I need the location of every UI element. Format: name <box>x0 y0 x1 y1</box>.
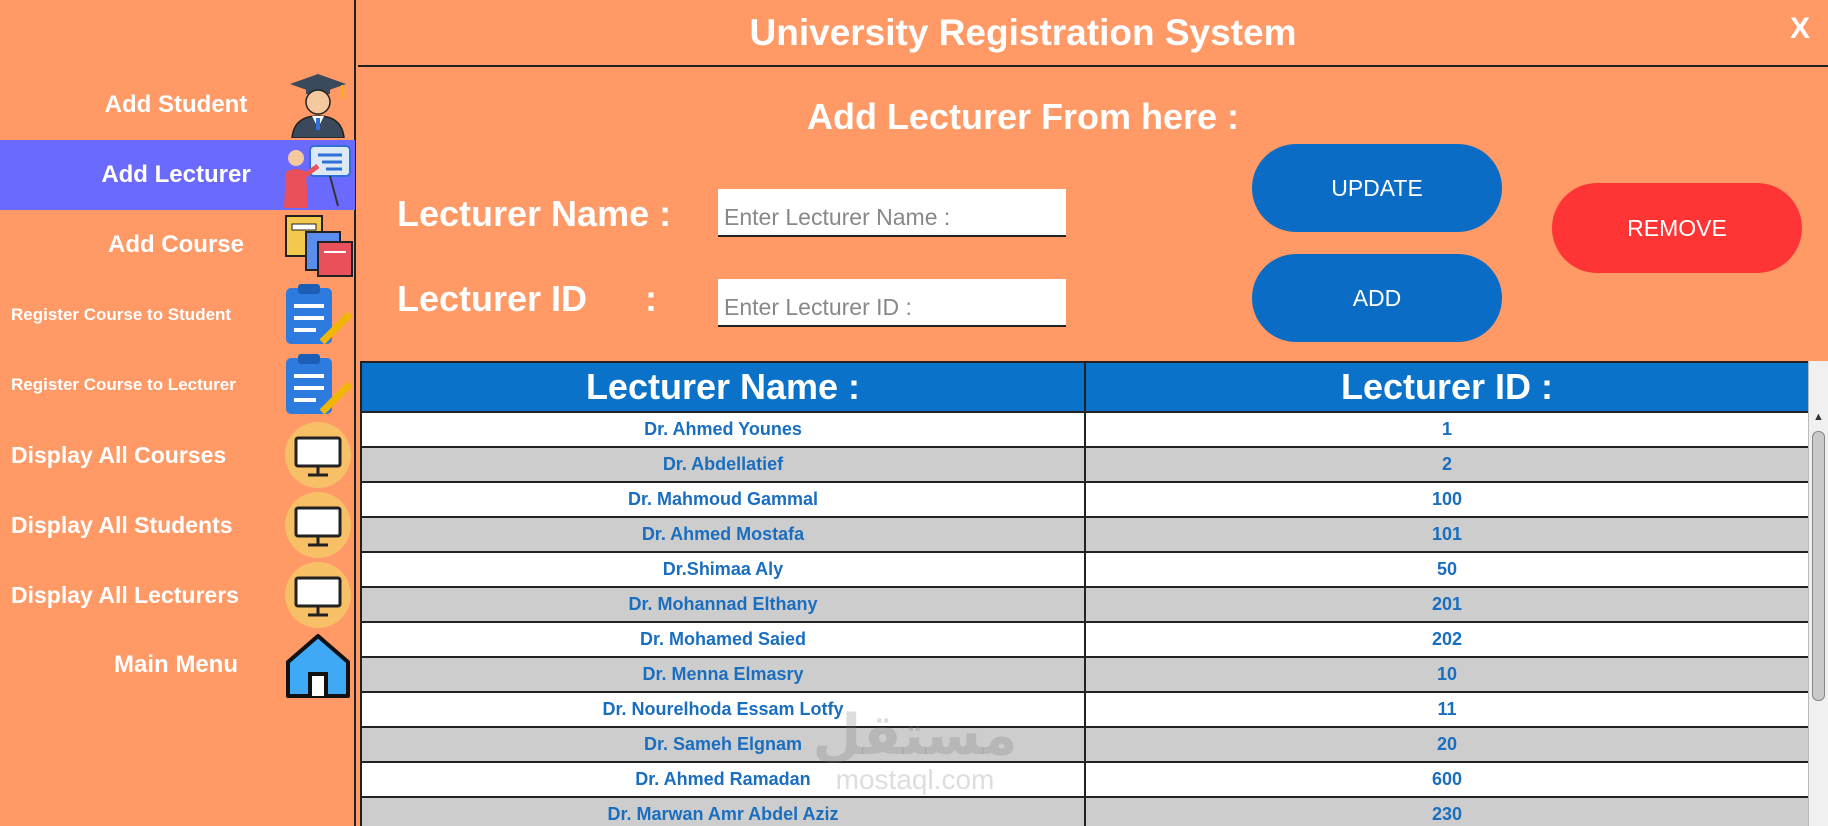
lecturer-id-cell[interactable]: 230 <box>1085 797 1808 826</box>
sidebar-item-label: Display All Students <box>11 511 233 538</box>
sidebar-item-add-student[interactable] <box>0 70 355 140</box>
sidebar-item-label: Add Student <box>104 91 248 118</box>
sidebar-item-register-course-lecturer[interactable] <box>0 350 355 420</box>
table-row[interactable] <box>361 692 1808 727</box>
lecturer-name-cell[interactable]: Dr. Abdellatief <box>361 447 1085 482</box>
sidebar <box>0 0 356 826</box>
watermark-arabic: مستقل <box>812 703 1018 766</box>
sidebar-item-display-lecturers[interactable] <box>0 560 355 630</box>
scroll-up-arrow-icon[interactable]: ▲ <box>1813 411 1824 423</box>
lecturer-id-label: Lecturer ID <box>397 278 588 319</box>
lecturer-id-input[interactable] <box>718 279 1066 327</box>
watermark-latin: mostaql.com <box>835 764 995 795</box>
lecturer-name-cell[interactable]: Dr. Nourelhoda Essam Lotfy <box>361 692 1085 727</box>
lecturer-name-cell[interactable]: Dr. Mohannad Elthany <box>361 587 1085 622</box>
update-button[interactable]: UPDATE <box>1252 144 1502 232</box>
table-scrollbar[interactable] <box>1808 361 1828 826</box>
lecturer-name-cell[interactable]: Dr. Ahmed Mostafa <box>361 517 1085 552</box>
sidebar-item-register-course-student[interactable] <box>0 280 355 350</box>
sidebar-item-label: Register Course to Student <box>11 305 232 324</box>
monitor-icon <box>282 492 354 558</box>
clipboard-pencil-icon <box>282 352 354 418</box>
sidebar-item-label: Register Course to Lecturer <box>11 375 236 394</box>
lecturer-name-cell[interactable]: Dr. Marwan Amr Abdel Aziz <box>361 797 1085 826</box>
sidebar-item-display-students[interactable] <box>0 490 355 560</box>
table-row[interactable] <box>361 797 1808 826</box>
table-header-row <box>361 362 1808 412</box>
table-row[interactable] <box>361 517 1808 552</box>
lecturer-presentation-icon <box>282 142 354 208</box>
sidebar-item-add-lecturer[interactable] <box>0 140 355 210</box>
app-title: University Registration System <box>749 12 1297 53</box>
table-row[interactable] <box>361 762 1808 797</box>
table-row[interactable] <box>361 552 1808 587</box>
lecturer-name-cell[interactable]: Dr. Ahmed Younes <box>361 412 1085 447</box>
remove-button[interactable]: REMOVE <box>1552 183 1802 273</box>
monitor-icon <box>282 562 354 628</box>
lecturer-id-cell[interactable]: 10 <box>1085 657 1808 692</box>
monitor-icon <box>282 422 354 488</box>
lecturer-id-cell[interactable]: 1 <box>1085 412 1808 447</box>
graduate-student-icon <box>282 72 354 138</box>
lecturers-table <box>360 361 1808 826</box>
lecturer-name-label: Lecturer Name : <box>397 193 672 234</box>
lecturer-name-cell[interactable]: Dr.Shimaa Aly <box>361 552 1085 587</box>
column-header-lecturer-id[interactable]: Lecturer ID : <box>1085 362 1808 412</box>
clipboard-pencil-icon <box>282 282 354 348</box>
lecturer-id-cell[interactable]: 600 <box>1085 762 1808 797</box>
lecturer-id-cell[interactable]: 100 <box>1085 482 1808 517</box>
table-row[interactable] <box>361 412 1808 447</box>
sidebar-item-label: Display All Lecturers <box>11 581 239 608</box>
sidebar-item-label: Display All Courses <box>11 441 227 468</box>
sidebar-item-label: Main Menu <box>114 651 238 678</box>
sidebar-item-display-courses[interactable] <box>0 420 355 490</box>
table-row[interactable] <box>361 727 1808 762</box>
sidebar-item-label: Add Course <box>107 231 244 258</box>
lecturer-name-cell[interactable]: Dr. Ahmed Ramadan <box>361 762 1085 797</box>
table-row[interactable] <box>361 622 1808 657</box>
lecturer-id-cell[interactable]: 20 <box>1085 727 1808 762</box>
lecturer-id-cell[interactable]: 50 <box>1085 552 1808 587</box>
table-row[interactable] <box>361 482 1808 517</box>
sidebar-item-main-menu[interactable] <box>0 630 355 700</box>
table-row[interactable] <box>361 587 1808 622</box>
add-button[interactable]: ADD <box>1252 254 1502 342</box>
lecturer-name-cell[interactable]: Dr. Mohamed Saied <box>361 622 1085 657</box>
lecturer-id-cell[interactable]: 11 <box>1085 692 1808 727</box>
title-bar <box>358 0 1828 67</box>
scroll-thumb[interactable] <box>1812 431 1825 701</box>
lecturer-name-cell[interactable]: Dr. Mahmoud Gammal <box>361 482 1085 517</box>
close-button[interactable]: X <box>1789 12 1810 45</box>
lecturer-id-colon: : <box>645 278 657 319</box>
column-header-lecturer-name[interactable]: Lecturer Name : <box>361 362 1085 412</box>
sidebar-item-add-course[interactable] <box>0 210 355 280</box>
home-icon <box>282 632 354 698</box>
table-row[interactable] <box>361 657 1808 692</box>
lecturer-name-input[interactable] <box>718 189 1066 237</box>
lecturer-name-cell[interactable]: Dr. Menna Elmasry <box>361 657 1085 692</box>
lecturer-id-cell[interactable]: 202 <box>1085 622 1808 657</box>
sidebar-item-label: Add Lecturer <box>101 161 251 188</box>
lecturer-id-cell[interactable]: 2 <box>1085 447 1808 482</box>
lecturer-id-cell[interactable]: 101 <box>1085 517 1808 552</box>
form-heading: Add Lecturer From here : <box>806 96 1240 137</box>
course-books-icon <box>282 212 354 278</box>
table-row[interactable] <box>361 447 1808 482</box>
lecturer-name-cell[interactable]: Dr. Sameh Elgnam <box>361 727 1085 762</box>
lecturer-id-cell[interactable]: 201 <box>1085 587 1808 622</box>
